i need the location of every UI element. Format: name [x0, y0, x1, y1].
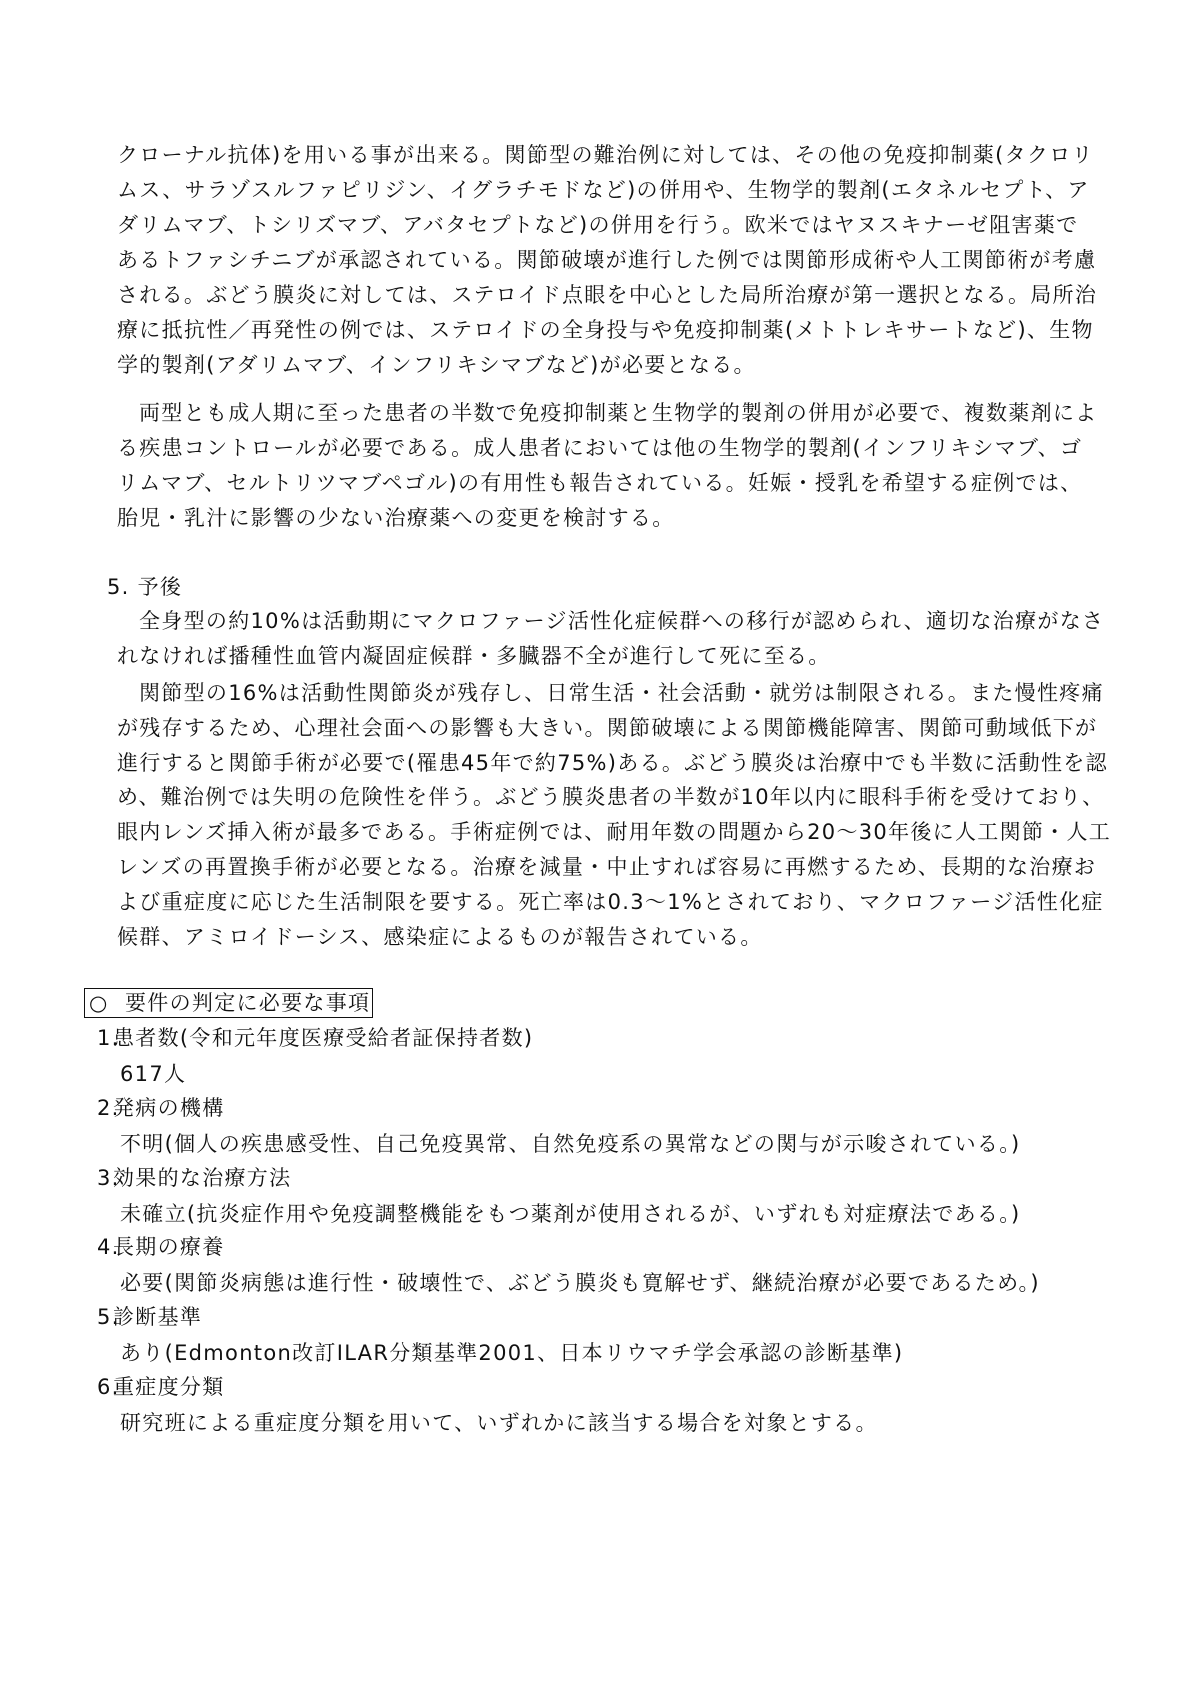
paragraph-line: よび重症度に応じた生活制限を要する。死亡率は0.3～1%とされており、マクロファージ活性化症	[117, 889, 1104, 914]
paragraph-line: される。ぶどう膜炎に対しては、ステロイド点眼を中心とした局所治療が第一選択となる。局所治	[117, 283, 1098, 307]
requirement-value: 未確立(抗炎症作用や免疫調整機能をもつ薬剤が使用されるが、いずれも対症療法である。)	[120, 1201, 1021, 1226]
paragraph-line: れなければ播種性血管内凝固症候群・多臓器不全が進行して死に至る。	[117, 644, 831, 668]
paragraph-line: 関節型の16%は活動性関節炎が残存し、日常生活・社会活動・就労は制限される。また慢性疼痛	[139, 681, 1104, 705]
paragraph-line: る疾患コントロールが必要である。成人患者においては他の生物学的製剤(インフリキシマブ、ゴ	[117, 436, 1083, 460]
requirement-value: 必要(関節炎病態は進行性・破壊性で、ぶどう膜炎も寛解せず、継続治療が必要であるため。)	[120, 1271, 1040, 1296]
requirement-label: 重症度分類	[113, 1375, 225, 1399]
paragraph-line: 候群、アミロイドーシス、感染症によるものが報告されている。	[117, 924, 763, 949]
requirement-number: 6.	[97, 1375, 120, 1399]
requirement-label: 患者数(令和元年度医療受給者証保持者数)	[113, 1026, 534, 1050]
paragraph-line: が残存するため、心理社会面への影響も大きい。関節破壊による関節機能障害、関節可動域低下が	[117, 715, 1098, 740]
requirement-value: 617人	[120, 1062, 187, 1086]
paragraph-line: ダリムマブ、トシリズマブ、アバタセプトなど)の併用を行う。欧米ではヤヌスキナーゼ阻害薬で	[117, 213, 1079, 237]
requirements-heading-box	[84, 988, 373, 1018]
paragraph-line: ムス、サラゾスルファピリジン、イグラチモドなど)の併用や、生物学的製剤(エタネルセプト、ア	[117, 178, 1090, 202]
paragraph-line: リムマブ、セルトリツマブペゴル)の有用性も報告されている。妊娠・授乳を希望する症例では、	[117, 471, 1083, 495]
requirement-value: あり(Edmonton改訂ILAR分類基準2001、日本リウマチ学会承認の診断基準)	[120, 1341, 904, 1366]
paragraph-line: 眼内レンズ挿入術が最多である。手術症例では、耐用年数の問題から20～30年後に人工関節・人工	[117, 820, 1112, 845]
requirement-value: 不明(個人の疾患感受性、自己免疫異常、自然免疫系の異常などの関与が示唆されている。)	[120, 1131, 1021, 1156]
paragraph-line: クローナル抗体)を用いる事が出来る。関節型の難治例に対しては、その他の免疫抑制薬(タクロリ	[117, 143, 1094, 167]
paragraph-line: 胎児・乳汁に影響の少ない治療薬への変更を検討する。	[117, 506, 675, 530]
requirement-label: 発病の機構	[113, 1095, 225, 1120]
paragraph-line: 学的製剤(アダリムマブ、インフリキシマブなど)が必要となる。	[117, 353, 756, 377]
requirement-value: 研究班による重症度分類を用いて、いずれかに該当する場合を対象とする。	[120, 1411, 878, 1435]
requirement-number: 2.	[97, 1095, 120, 1120]
paragraph-line: レンズの再置換手術が必要となる。治療を減量・中止すれば容易に再燃するため、長期的な治療お	[117, 855, 1097, 879]
paragraph-line: 全身型の約10%は活動期にマクロファージ活性化症候群への移行が認められ、適切な治療がなさ	[139, 609, 1105, 633]
requirement-label: 長期の療養	[113, 1235, 225, 1260]
requirement-number: 3.	[97, 1165, 120, 1190]
requirement-label: 効果的な治療方法	[113, 1165, 292, 1190]
requirement-number: 5.	[97, 1305, 120, 1330]
paragraph-line: め、難治例では失明の危険性を伴う。ぶどう膜炎患者の半数が10年以内に眼科手術を受けており、	[117, 785, 1105, 810]
paragraph-line: 両型とも成人期に至った患者の半数で免疫抑制薬と生物学的製剤の併用が必要で、複数薬剤によ	[139, 401, 1098, 425]
requirement-number: 1.	[97, 1026, 120, 1050]
circle-marker: ○	[89, 991, 109, 1015]
paragraph-line: あるトファシチニブが承認されている。関節破壊が進行した例では関節形成術や人工関節術が考慮	[117, 248, 1097, 272]
section-heading-prognosis: 5. 予後	[107, 575, 183, 599]
paragraph-line: 進行すると関節手術が必要で(罹患45年で約75%)ある。ぶどう膜炎は治療中でも半数に活動性を認	[117, 750, 1108, 775]
requirement-number: 4.	[97, 1235, 120, 1260]
requirement-label: 診断基準	[113, 1305, 203, 1330]
paragraph-line: 療に抵抗性／再発性の例では、ステロイドの全身投与や免疫抑制薬(メトトレキサートなど)、生物	[117, 318, 1094, 342]
requirements-heading: 要件の判定に必要な事項	[125, 991, 371, 1015]
